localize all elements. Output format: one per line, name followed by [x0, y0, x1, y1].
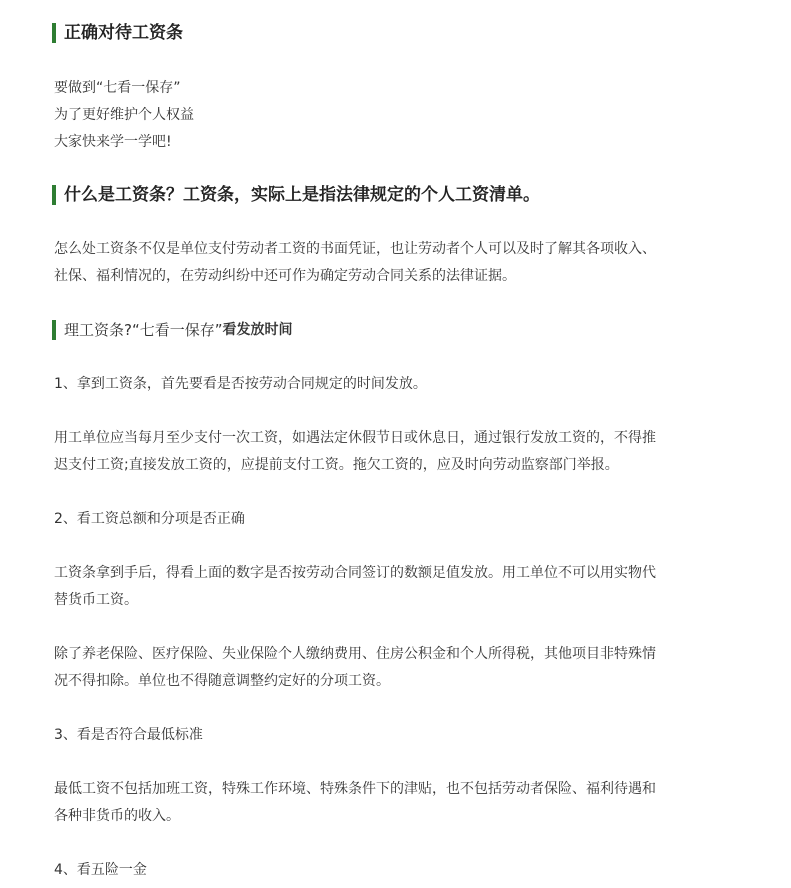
paragraph-2-line-2: 迟支付工资;直接发放工资的，应提前支付工资。拖欠工资的，应及时向劳动监察部门举报。 — [54, 457, 619, 473]
section-heading-payslip — [52, 23, 183, 43]
intro-line-1: 要做到“七看一保存” — [54, 80, 181, 96]
heading-text: 什么是工资条？工资条，实际上是指法律规定的个人工资清单。 — [64, 185, 540, 205]
list-item-4: 4、看五险一金 — [54, 862, 147, 878]
heading-bold-text: 看发放时间 — [222, 322, 293, 338]
paragraph-3-line-2: 替货币工资。 — [54, 592, 138, 608]
paragraph-5-line-1: 最低工资不包括加班工资，特殊工作环境、特殊条件下的津贴，也不包括劳动者保险、福利待遇和 — [54, 781, 656, 797]
section-heading-seven-checks — [52, 320, 293, 340]
paragraph-4-line-2: 况不得扣除。单位也不得随意调整约定好的分项工资。 — [54, 673, 390, 689]
list-item-2: 2、看工资总额和分项是否正确 — [54, 511, 245, 527]
list-item-1: 1、拿到工资条，首先要看是否按劳动合同规定的时间发放。 — [54, 376, 427, 392]
paragraph-4-line-1: 除了养老保险、医疗保险、失业保险个人缴纳费用、住房公积金和个人所得税，其他项目非特殊情 — [54, 646, 656, 662]
paragraph-3-line-1: 工资条拿到手后，得看上面的数字是否按劳动合同签订的数额足值发放。用工单位不可以用实物代 — [54, 565, 656, 581]
paragraph-1-line-2: 社保、福利情况的，在劳动纠纷中还可作为确定劳动合同关系的法律证据。 — [54, 268, 516, 284]
paragraph-1-line-1: 怎么处工资条不仅是单位支付劳动者工资的书面凭证，也让劳动者个人可以及时了解其各项收入、 — [54, 241, 656, 257]
paragraph-5-line-2: 各种非货币的收入。 — [54, 808, 180, 824]
heading-text: 正确对待工资条 — [64, 23, 183, 43]
heading-text: 理工资条?“七看一保存” — [64, 321, 223, 339]
list-item-3: 3、看是否符合最低标准 — [54, 727, 203, 743]
paragraph-2-line-1: 用工单位应当每月至少支付一次工资，如遇法定休假节日或休息日，通过银行发放工资的，不得推 — [54, 430, 656, 446]
section-heading-definition — [52, 185, 540, 205]
intro-line-3: 大家快来学一学吧! — [54, 134, 172, 150]
intro-line-2: 为了更好维护个人权益 — [54, 107, 194, 123]
